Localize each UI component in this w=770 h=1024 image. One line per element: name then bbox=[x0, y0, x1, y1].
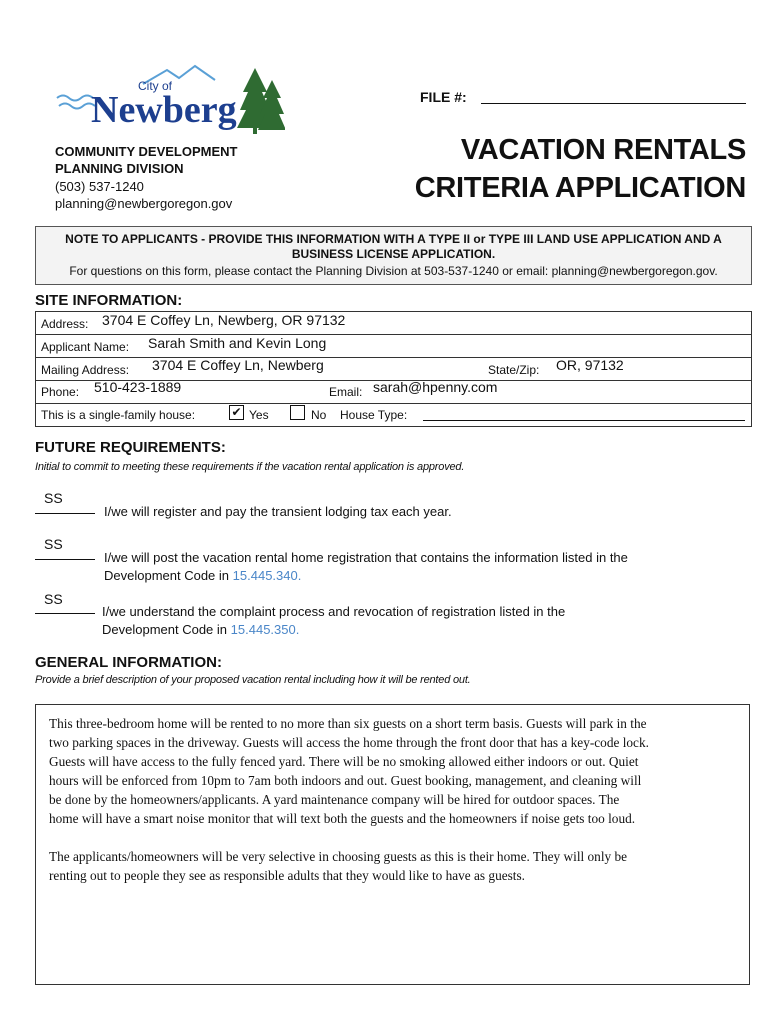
row-divider bbox=[36, 357, 751, 358]
division-name: PLANNING DIVISION bbox=[55, 161, 184, 176]
city-of-newberg-logo bbox=[55, 62, 285, 137]
row-divider bbox=[36, 403, 751, 404]
file-number-label: FILE #: bbox=[420, 89, 467, 105]
code-link-15-445-340[interactable]: 15.445.340. bbox=[232, 568, 302, 583]
email-field[interactable]: sarah@hpenny.com bbox=[373, 379, 498, 395]
note-line-1: NOTE TO APPLICANTS - PROVIDE THIS INFORMATION WITH A TYPE II or TYPE III LAND USE APPLICATION AND A bbox=[65, 232, 722, 246]
no-checkbox[interactable] bbox=[290, 405, 305, 420]
note-line-2: BUSINESS LICENSE APPLICATION. bbox=[291, 247, 496, 261]
state-zip-field[interactable]: OR, 97132 bbox=[556, 357, 624, 373]
mailing-address-field[interactable]: 3704 E Coffey Ln, Newberg bbox=[152, 357, 324, 373]
description-line: Guests will have access to the fully fenced yard. There will be no smoking allowed either indoors or out. Quiet bbox=[49, 754, 639, 769]
no-label: No bbox=[311, 408, 327, 422]
applicant-name-label: Applicant Name: bbox=[41, 340, 130, 354]
form-title-line1: VACATION RENTALS bbox=[460, 134, 746, 166]
requirement-3-text: I/we understand the complaint process and revocation of registration listed in the bbox=[102, 604, 566, 619]
state-zip-label: State/Zip: bbox=[488, 363, 540, 377]
site-information-table bbox=[35, 311, 752, 427]
single-family-label: This is a single-family house: bbox=[41, 408, 196, 422]
initials-line-1 bbox=[35, 513, 95, 514]
future-requirements-heading: FUTURE REQUIREMENTS: bbox=[35, 439, 226, 456]
initials-1[interactable]: SS bbox=[44, 490, 63, 506]
logo-city-of-text: City of bbox=[138, 79, 173, 93]
department-name: COMMUNITY DEVELOPMENT bbox=[55, 144, 238, 159]
description-paragraph-1 bbox=[49, 714, 735, 828]
description-line: be done by the homeowners/applicants. A yard maintenance company will be hired for outdoor spaces. The bbox=[49, 792, 620, 807]
phone-field[interactable]: 510-423-1889 bbox=[94, 379, 182, 395]
mailing-address-label: Mailing Address: bbox=[41, 363, 130, 377]
yes-checkbox[interactable]: ✔ bbox=[229, 405, 244, 420]
logo-name-text: Newberg bbox=[91, 89, 237, 131]
email-label: Email: bbox=[329, 385, 363, 399]
description-line: home will have a smart noise monitor that will text both the guests and the homeowners if noise gets too loud. bbox=[49, 811, 636, 826]
phone-label: Phone: bbox=[41, 385, 80, 399]
file-number-field[interactable] bbox=[481, 103, 746, 104]
description-paragraph-2 bbox=[49, 847, 735, 885]
address-label: Address: bbox=[41, 317, 89, 331]
general-information-instructions: Provide a brief description of your proposed vacation rental including how it will be rented out. bbox=[35, 674, 471, 686]
description-line: two parking spaces in the driveway. Guests will access the home through the front door that has a key-code lock. bbox=[49, 735, 649, 750]
requirement-2-text: I/we will post the vacation rental home registration that contains the information listed in the bbox=[104, 550, 628, 565]
description-line: hours will be enforced from 10pm to 7am both indoors and out. Guest booking, management, and cleaning will bbox=[49, 773, 642, 788]
requirement-1-text: I/we will register and pay the transient lodging tax each year. bbox=[104, 504, 452, 519]
pine-trees-icon bbox=[237, 68, 285, 134]
code-link-15-445-350[interactable]: 15.445.350. bbox=[230, 622, 300, 637]
site-information-heading: SITE INFORMATION: bbox=[35, 292, 183, 309]
initials-2[interactable]: SS bbox=[44, 536, 63, 552]
division-email: planning@newbergoregon.gov bbox=[55, 196, 233, 211]
note-line-3: For questions on this form, please contact the Planning Division at 503-537-1240 or email: planning@newbergoregon.gov. bbox=[69, 264, 718, 278]
description-line: This three-bedroom home will be rented to no more than six guests on a short term basis. Guests will park in the bbox=[49, 716, 647, 731]
applicant-name-field[interactable]: Sarah Smith and Kevin Long bbox=[148, 335, 327, 351]
water-waves-icon bbox=[57, 96, 93, 101]
description-line: The applicants/homeowners will be very selective in choosing guests as this is their home. They will only be bbox=[49, 849, 628, 864]
general-information-heading: GENERAL INFORMATION: bbox=[35, 654, 222, 671]
yes-label: Yes bbox=[249, 408, 269, 422]
house-type-label: House Type: bbox=[340, 408, 408, 422]
house-type-field[interactable] bbox=[423, 420, 745, 421]
future-requirements-instructions: Initial to commit to meeting these requirements if the vacation rental application is approved. bbox=[35, 461, 465, 473]
row-divider bbox=[36, 334, 751, 335]
requirement-2-prefix: Development Code in bbox=[104, 568, 230, 583]
initials-line-3 bbox=[35, 613, 95, 614]
description-line: renting out to people they see as responsible adults that they would like to have as guests. bbox=[49, 868, 525, 883]
applicant-note-box bbox=[35, 226, 752, 285]
address-field[interactable]: 3704 E Coffey Ln, Newberg, OR 97132 bbox=[102, 312, 346, 328]
requirement-3-text-cont bbox=[102, 621, 299, 639]
requirement-3-prefix: Development Code in bbox=[102, 622, 228, 637]
division-phone: (503) 537-1240 bbox=[55, 179, 144, 194]
requirement-2-text-cont bbox=[104, 567, 301, 585]
initials-3[interactable]: SS bbox=[44, 591, 63, 607]
form-title-line2: CRITERIA APPLICATION bbox=[414, 172, 746, 204]
initials-line-2 bbox=[35, 559, 95, 560]
general-information-textarea[interactable] bbox=[35, 704, 750, 985]
